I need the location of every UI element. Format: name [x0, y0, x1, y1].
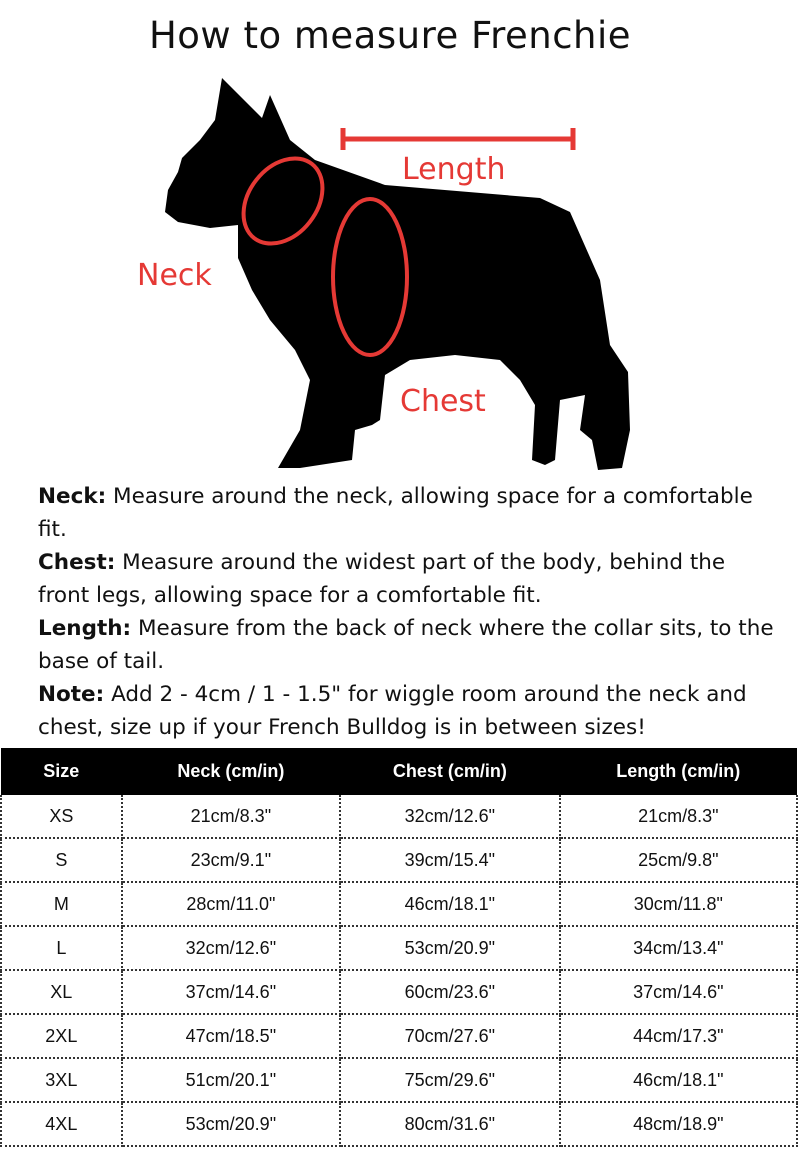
instruction-neck: Neck: Measure around the neck, allowing space for a comfortable fit. — [38, 484, 753, 542]
length-cell: 30cm/11.8" — [560, 882, 797, 926]
size-cell: 2XL — [1, 1014, 122, 1058]
chest-cell: 60cm/23.6" — [340, 970, 559, 1014]
chest-cell: 75cm/29.6" — [340, 1058, 559, 1102]
header-length: Length (cm/in) — [560, 748, 797, 795]
size-table-header — [1, 748, 797, 795]
table-row — [1, 1014, 797, 1058]
instruction-length: Length: Measure from the back of neck where the collar sits, to the base of tail. — [38, 616, 774, 674]
header-size: Size — [1, 748, 122, 795]
size-cell: XS — [1, 795, 122, 838]
length-label: Length — [402, 152, 506, 187]
table-row — [1, 970, 797, 1014]
length-cell: 34cm/13.4" — [560, 926, 797, 970]
length-cell: 48cm/18.9" — [560, 1102, 797, 1146]
chest-cell: 32cm/12.6" — [340, 795, 559, 838]
neck-cell: 47cm/18.5" — [122, 1014, 340, 1058]
instruction-note: Note: Add 2 - 4cm / 1 - 1.5" for wiggle room around the neck and chest, size up if your French Bulldog is in between sizes! — [38, 682, 747, 740]
table-row — [1, 926, 797, 970]
length-cell: 21cm/8.3" — [560, 795, 797, 838]
header-neck: Neck (cm/in) — [122, 748, 340, 795]
measurement-instructions — [38, 480, 778, 744]
length-cell: 25cm/9.8" — [560, 838, 797, 882]
size-cell: 4XL — [1, 1102, 122, 1146]
neck-label: Neck — [137, 258, 212, 293]
chest-cell: 53cm/20.9" — [340, 926, 559, 970]
neck-cell: 32cm/12.6" — [122, 926, 340, 970]
dog-measurement-illustration — [0, 60, 800, 480]
size-cell: S — [1, 838, 122, 882]
chest-label: Chest — [400, 384, 486, 419]
table-row — [1, 1102, 797, 1146]
neck-cell: 21cm/8.3" — [122, 795, 340, 838]
size-table — [0, 748, 798, 1147]
neck-cell: 37cm/14.6" — [122, 970, 340, 1014]
neck-cell: 23cm/9.1" — [122, 838, 340, 882]
size-cell: 3XL — [1, 1058, 122, 1102]
instruction-chest: Chest: Measure around the widest part of the body, behind the front legs, allowing space for a comfortable fit. — [38, 550, 726, 608]
table-row — [1, 795, 797, 838]
header-chest: Chest (cm/in) — [340, 748, 559, 795]
length-cell: 46cm/18.1" — [560, 1058, 797, 1102]
length-cell: 37cm/14.6" — [560, 970, 797, 1014]
size-cell: XL — [1, 970, 122, 1014]
neck-cell: 51cm/20.1" — [122, 1058, 340, 1102]
neck-cell: 28cm/11.0" — [122, 882, 340, 926]
length-cell: 44cm/17.3" — [560, 1014, 797, 1058]
chest-cell: 70cm/27.6" — [340, 1014, 559, 1058]
chest-cell: 80cm/31.6" — [340, 1102, 559, 1146]
table-row — [1, 838, 797, 882]
size-cell: L — [1, 926, 122, 970]
size-cell: M — [1, 882, 122, 926]
table-row — [1, 1058, 797, 1102]
chest-cell: 39cm/15.4" — [340, 838, 559, 882]
table-row — [1, 882, 797, 926]
chest-cell: 46cm/18.1" — [340, 882, 559, 926]
page-title: How to measure Frenchie — [148, 14, 632, 57]
neck-cell: 53cm/20.9" — [122, 1102, 340, 1146]
